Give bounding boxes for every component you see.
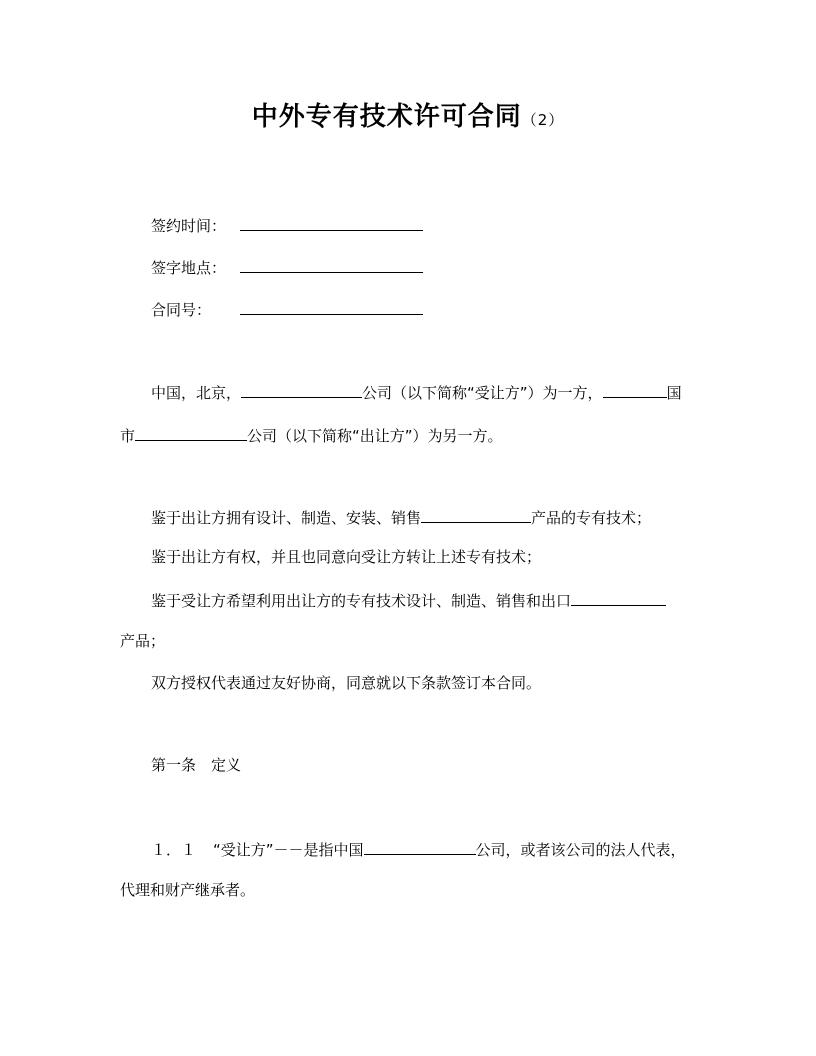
contract-number-row	[151, 298, 423, 320]
contract-number-label: 合同号：	[151, 301, 212, 319]
title-main: 中外专有技术许可合同	[251, 102, 522, 132]
licensee-company-blank[interactable]	[241, 381, 362, 398]
document-title	[0, 96, 816, 133]
clause-1-1-number: １．１	[151, 841, 197, 859]
recital-4	[151, 673, 541, 693]
intro-text-d: 市	[120, 427, 136, 445]
recital-1-text-b: 产品的专有技术；	[531, 509, 652, 527]
signing-time-label: 签约时间：	[151, 217, 227, 235]
recital-product-blank[interactable]	[421, 506, 531, 523]
intro-text-b: 公司（以下简称“受让方”）为一方，	[362, 384, 603, 402]
signing-time-blank[interactable]	[240, 214, 423, 231]
signing-time-row	[151, 214, 423, 236]
intro-line-1	[151, 381, 682, 403]
signing-place-label: 签字地点：	[151, 259, 227, 277]
recital-3-text-a: 鉴于受让方希望利用出让方的专有技术设计、制造、销售和出口	[151, 592, 572, 610]
signing-place-row	[151, 256, 423, 278]
recital-1-text-a: 鉴于出让方拥有设计、制造、安装、销售	[151, 509, 422, 527]
clause-1-1-text-c: 代理和财产继承者。	[120, 881, 256, 899]
clause-1-1-text-a: “受让方”－－是指中国	[213, 841, 364, 859]
export-product-blank[interactable]	[571, 589, 666, 606]
recital-4-text: 双方授权代表通过友好协商，同意就以下条款签订本合同。	[151, 674, 542, 692]
intro-text-e: 公司（以下简称“出让方”）为另一方。	[247, 427, 503, 445]
clause-1-1-company-blank[interactable]	[364, 838, 476, 855]
recital-2	[151, 547, 541, 567]
clause-1-1-text-b: 公司，或者该公司的法人代表，	[475, 841, 686, 859]
article-1-heading	[151, 755, 241, 775]
title-suffix: （2）	[521, 111, 565, 129]
clause-1-1-continued	[120, 880, 255, 900]
recital-3-continued	[120, 631, 165, 651]
intro-text-a: 中国，北京，	[151, 384, 242, 402]
licensor-country-blank[interactable]	[603, 381, 667, 398]
article-1-heading-text: 第一条 定义	[151, 756, 242, 774]
intro-line-2	[120, 424, 503, 446]
intro-text-c: 国	[666, 384, 682, 402]
recital-2-text: 鉴于出让方有权，并且也同意向受让方转让上述专有技术；	[151, 548, 542, 566]
recital-1	[151, 506, 651, 528]
contract-number-blank[interactable]	[240, 298, 423, 315]
recital-3	[151, 589, 666, 611]
signing-place-blank[interactable]	[240, 256, 423, 273]
licensor-city-blank[interactable]	[135, 424, 247, 441]
clause-1-1	[151, 838, 686, 860]
recital-3-text-b: 产品；	[120, 632, 166, 650]
